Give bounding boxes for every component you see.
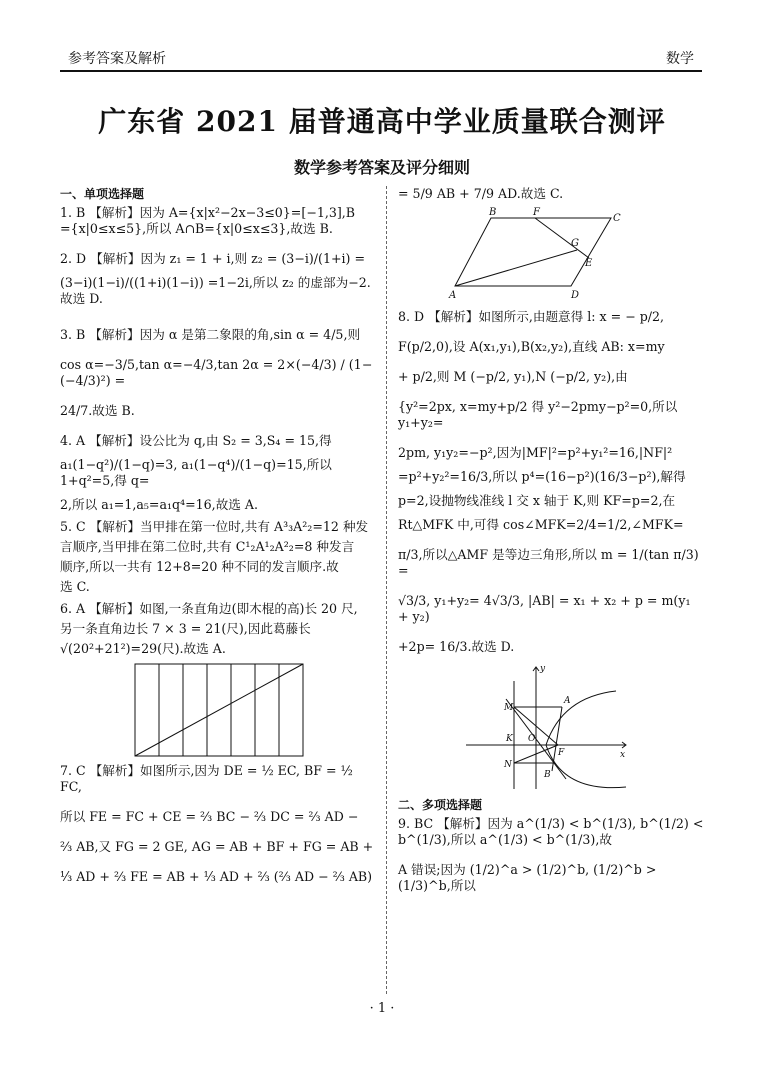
label-D: D xyxy=(571,290,580,301)
section-heading-single: 一、单项选择题 xyxy=(60,187,145,201)
answer-line: 9. BC 【解析】因为 a^(1/3) < b^(1/3), b^(1/2) < b^(1/3),所以 a^(1/3) < b^(1/3),故 xyxy=(398,816,704,847)
label-K: K xyxy=(506,734,513,744)
parallelogram-figure xyxy=(451,208,651,303)
label-N: N xyxy=(504,760,512,770)
answer-7 xyxy=(60,763,378,885)
answer-line: √3/3, y₁+y₂= 4√3/3, |AB| = x₁ + x₂ + p = m(y₁ + y₂) xyxy=(398,593,691,624)
answer-8 xyxy=(398,309,704,655)
label-A2: A xyxy=(564,696,571,706)
label-F2: F xyxy=(558,748,565,758)
label-M: M xyxy=(504,703,514,713)
answer-line: 所以 FE = FC + CE = ⅔ BC − ⅔ DC = ⅔ AD − xyxy=(60,809,359,824)
answer-line: 7. C 【解析】如图所示,因为 DE = ½ EC, BF = ½ FC, xyxy=(60,763,353,794)
answer-line: 24/7.故选 B. xyxy=(60,403,135,418)
page-number: · 1 · xyxy=(369,1001,395,1016)
page-header xyxy=(0,0,764,70)
label-F: F xyxy=(533,207,540,218)
answer-5 xyxy=(60,519,378,595)
answer-3 xyxy=(60,327,378,419)
answer-line: √(20²+21²)=29(尺).故选 A. xyxy=(60,641,226,656)
answer-line: a₁(1−q²)/(1−q)=3, a₁(1−q⁴)/(1−q)=15,所以 1+q²=5,得 q= xyxy=(60,457,332,488)
label-x: x xyxy=(620,750,626,760)
label-E: E xyxy=(585,258,593,269)
answer-line: ⅔ AB,又 FG = 2 GE, AG = AB + BF + FG = AB + xyxy=(60,839,374,854)
header-rule xyxy=(60,70,702,72)
vine-figure xyxy=(134,663,304,757)
parabola-figure xyxy=(466,661,636,791)
answer-line: 另一条直角边长 7 × 3 = 21(尺),因此葛藤长 xyxy=(60,621,311,636)
label-G: G xyxy=(571,238,579,249)
answer-line: + p/2,则 M (−p/2, y₁),N (−p/2, y₂),由 xyxy=(398,369,628,384)
answer-9 xyxy=(398,816,704,894)
section-heading-multi: 二、多项选择题 xyxy=(398,798,483,812)
answer-line: cos α=−3/5,tan α=−4/3,tan 2α = 2×(−4/3) / (1−(−4/3)²) = xyxy=(60,357,373,388)
answer-line: 言顺序,当甲排在第二位时,共有 C¹₂A¹₂A²₂=8 种发言 xyxy=(60,539,355,554)
answer-line: 选 C. xyxy=(60,579,90,594)
answer-line: 1. B 【解析】因为 A={x|x²−2x−3≤0}=[−1,3],B xyxy=(60,205,356,220)
answer-2 xyxy=(60,251,378,307)
answer-line: 2pm, y₁y₂=−p²,因为|MF|²=p²+y₁²=16,|NF|² xyxy=(398,445,673,460)
answer-line: {y²=2px, x=my+p/2 得 y²−2pmy−p²=0,所以 y₁+y₂= xyxy=(398,399,678,430)
answer-6 xyxy=(60,601,378,657)
answer-line: 4. A 【解析】设公比为 q,由 S₂ = 3,S₄ = 15,得 xyxy=(60,433,332,448)
label-B: B xyxy=(489,207,497,218)
answer-line: Rt△MFK 中,可得 cos∠MFK=2/4=1/2,∠MFK= xyxy=(398,517,684,532)
answer-line: 3. B 【解析】因为 α 是第二象限的角,sin α = 4/5,则 xyxy=(60,327,361,342)
answer-line: ⅓ AD + ⅔ FE = AB + ⅓ AD + ⅔ (⅔ AD − ⅔ AB) xyxy=(60,869,373,884)
label-O: O xyxy=(528,734,536,744)
label-y: y xyxy=(540,664,546,674)
answer-1 xyxy=(60,205,378,237)
header-left: 参考答案及解析 xyxy=(68,51,166,67)
answer-line: 8. D 【解析】如图所示,由题意得 l: x = − p/2, xyxy=(398,309,665,324)
label-C: C xyxy=(613,213,621,224)
answer-line: 6. A 【解析】如图,一条直角边(即木棍的高)长 20 尺, xyxy=(60,601,358,616)
page-title: 广东省 2021 届普通高中学业质量联合测评 xyxy=(98,105,666,138)
answer-line: A 错误;因为 (1/2)^a > (1/2)^b, (1/2)^b > (1/3)^b,所以 xyxy=(398,862,657,893)
answer-line: p=2,设抛物线准线 l 交 x 轴于 K,则 KF=p=2,在 xyxy=(398,493,676,508)
answer-line: 顺序,所以一共有 12+8=20 种不同的发言顺序.故 xyxy=(60,559,339,574)
answer-line: =p²+y₂²=16/3,所以 p⁴=(16−p²)(16/3−p²),解得 xyxy=(398,469,686,484)
answer-4 xyxy=(60,433,378,513)
answer-line: 5. C 【解析】当甲排在第一位时,共有 A³₃A²₂=12 种发 xyxy=(60,519,369,534)
answer-line: = 5/9 AB + 7/9 AD.故选 C. xyxy=(398,186,564,201)
answer-line: +2p= 16/3.故选 D. xyxy=(398,639,515,654)
page-subtitle: 数学参考答案及评分细则 xyxy=(293,158,470,177)
answer-line: 2,所以 a₁=1,a₅=a₁q⁴=16,故选 A. xyxy=(60,497,258,512)
header-right: 数学 xyxy=(666,51,694,67)
label-A: A xyxy=(449,290,457,301)
label-B2: B xyxy=(544,770,551,780)
answer-line: F(p/2,0),设 A(x₁,y₁),B(x₂,y₂),直线 AB: x=my xyxy=(398,339,665,354)
answer-line: π/3,所以△AMF 是等边三角形,所以 m = 1/(tan π/3) = xyxy=(398,547,699,578)
answer-line: (3−i)(1−i)/((1+i)(1−i)) =1−2i,所以 z₂ 的虚部为−2.故选 D. xyxy=(60,275,371,306)
answer-line: ={x|0≤x≤5},所以 A∩B={x|0≤x≤3},故选 B. xyxy=(60,221,333,236)
answer-line: 2. D 【解析】因为 z₁ = 1 + i,则 z₂ = (3−i)/(1+i) = xyxy=(60,251,366,266)
column-divider xyxy=(386,186,387,994)
right-column xyxy=(398,186,704,900)
left-column xyxy=(60,186,378,891)
